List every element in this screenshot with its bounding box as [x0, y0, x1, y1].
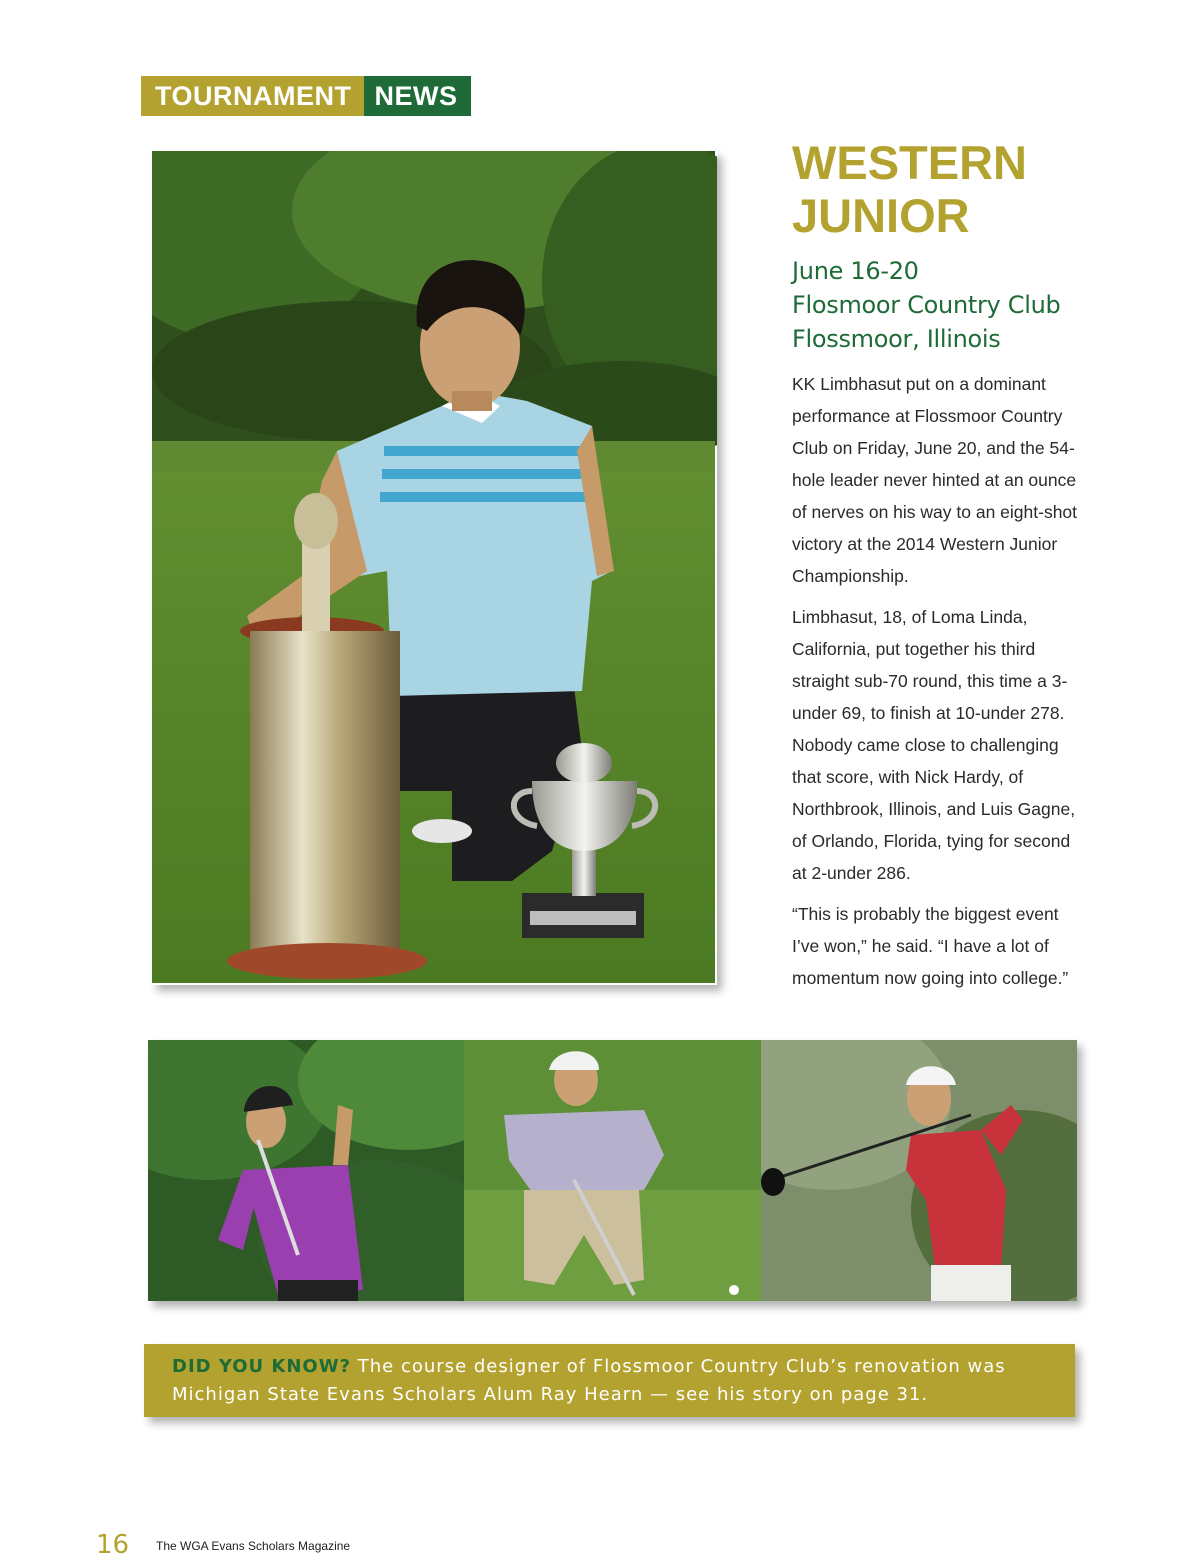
article-paragraph: KK Limbhasut put on a dominant performance at Flossmoor Country Club on Friday, June 20, and the 54-hole leader never hinted at an ounce of nerves on his way to an eight-shot victory at the 2014 Western Junior Championship.	[792, 374, 1078, 586]
event-location: Flossmoor, Illinois	[792, 325, 1001, 353]
photo-strip	[148, 1040, 1077, 1301]
callout-text: The course designer of Flossmoor Country Club’s renovation was Michigan State Evans Scholars Alum Ray Hearn — see his story on page 31.	[172, 1356, 1006, 1405]
article-body	[792, 368, 1082, 1003]
event-info	[792, 254, 1172, 356]
article-paragraph: “This is probably the biggest event I’ve won,” he said. “I have a lot of momentum now going into college.”	[792, 904, 1069, 988]
headline: WESTERN JUNIOR	[792, 136, 1027, 242]
champion-photo	[152, 151, 717, 985]
golfer-photo-lavender	[464, 1040, 761, 1301]
section-tag-news: NEWS	[364, 76, 471, 116]
champion-photo-image	[152, 151, 717, 985]
section-tag	[141, 76, 471, 116]
callout-lead: DID YOU KNOW?	[172, 1356, 352, 1377]
magazine-name: The WGA Evans Scholars Magazine	[156, 1539, 351, 1553]
event-dates: June 16-20	[792, 257, 919, 285]
did-you-know-callout	[144, 1344, 1075, 1417]
event-venue: Flosmoor Country Club	[792, 291, 1061, 319]
section-tag-tournament: TOURNAMENT	[141, 76, 364, 116]
golfer-photo-red	[761, 1040, 1077, 1301]
golfer-photo-purple	[148, 1040, 464, 1301]
page-number: 16	[96, 1530, 130, 1560]
article-paragraph: Limbhasut, 18, of Loma Linda, California, put together his third straight sub-70 round, this time a 3-under 69, to finish at 10-under 278. Nobody came close to challenging that score, with Nick Hardy, of Northbrook, Illinois, and Luis Gagne, of Orlando, Florida, tying for second at 2-under 286.	[792, 607, 1076, 883]
